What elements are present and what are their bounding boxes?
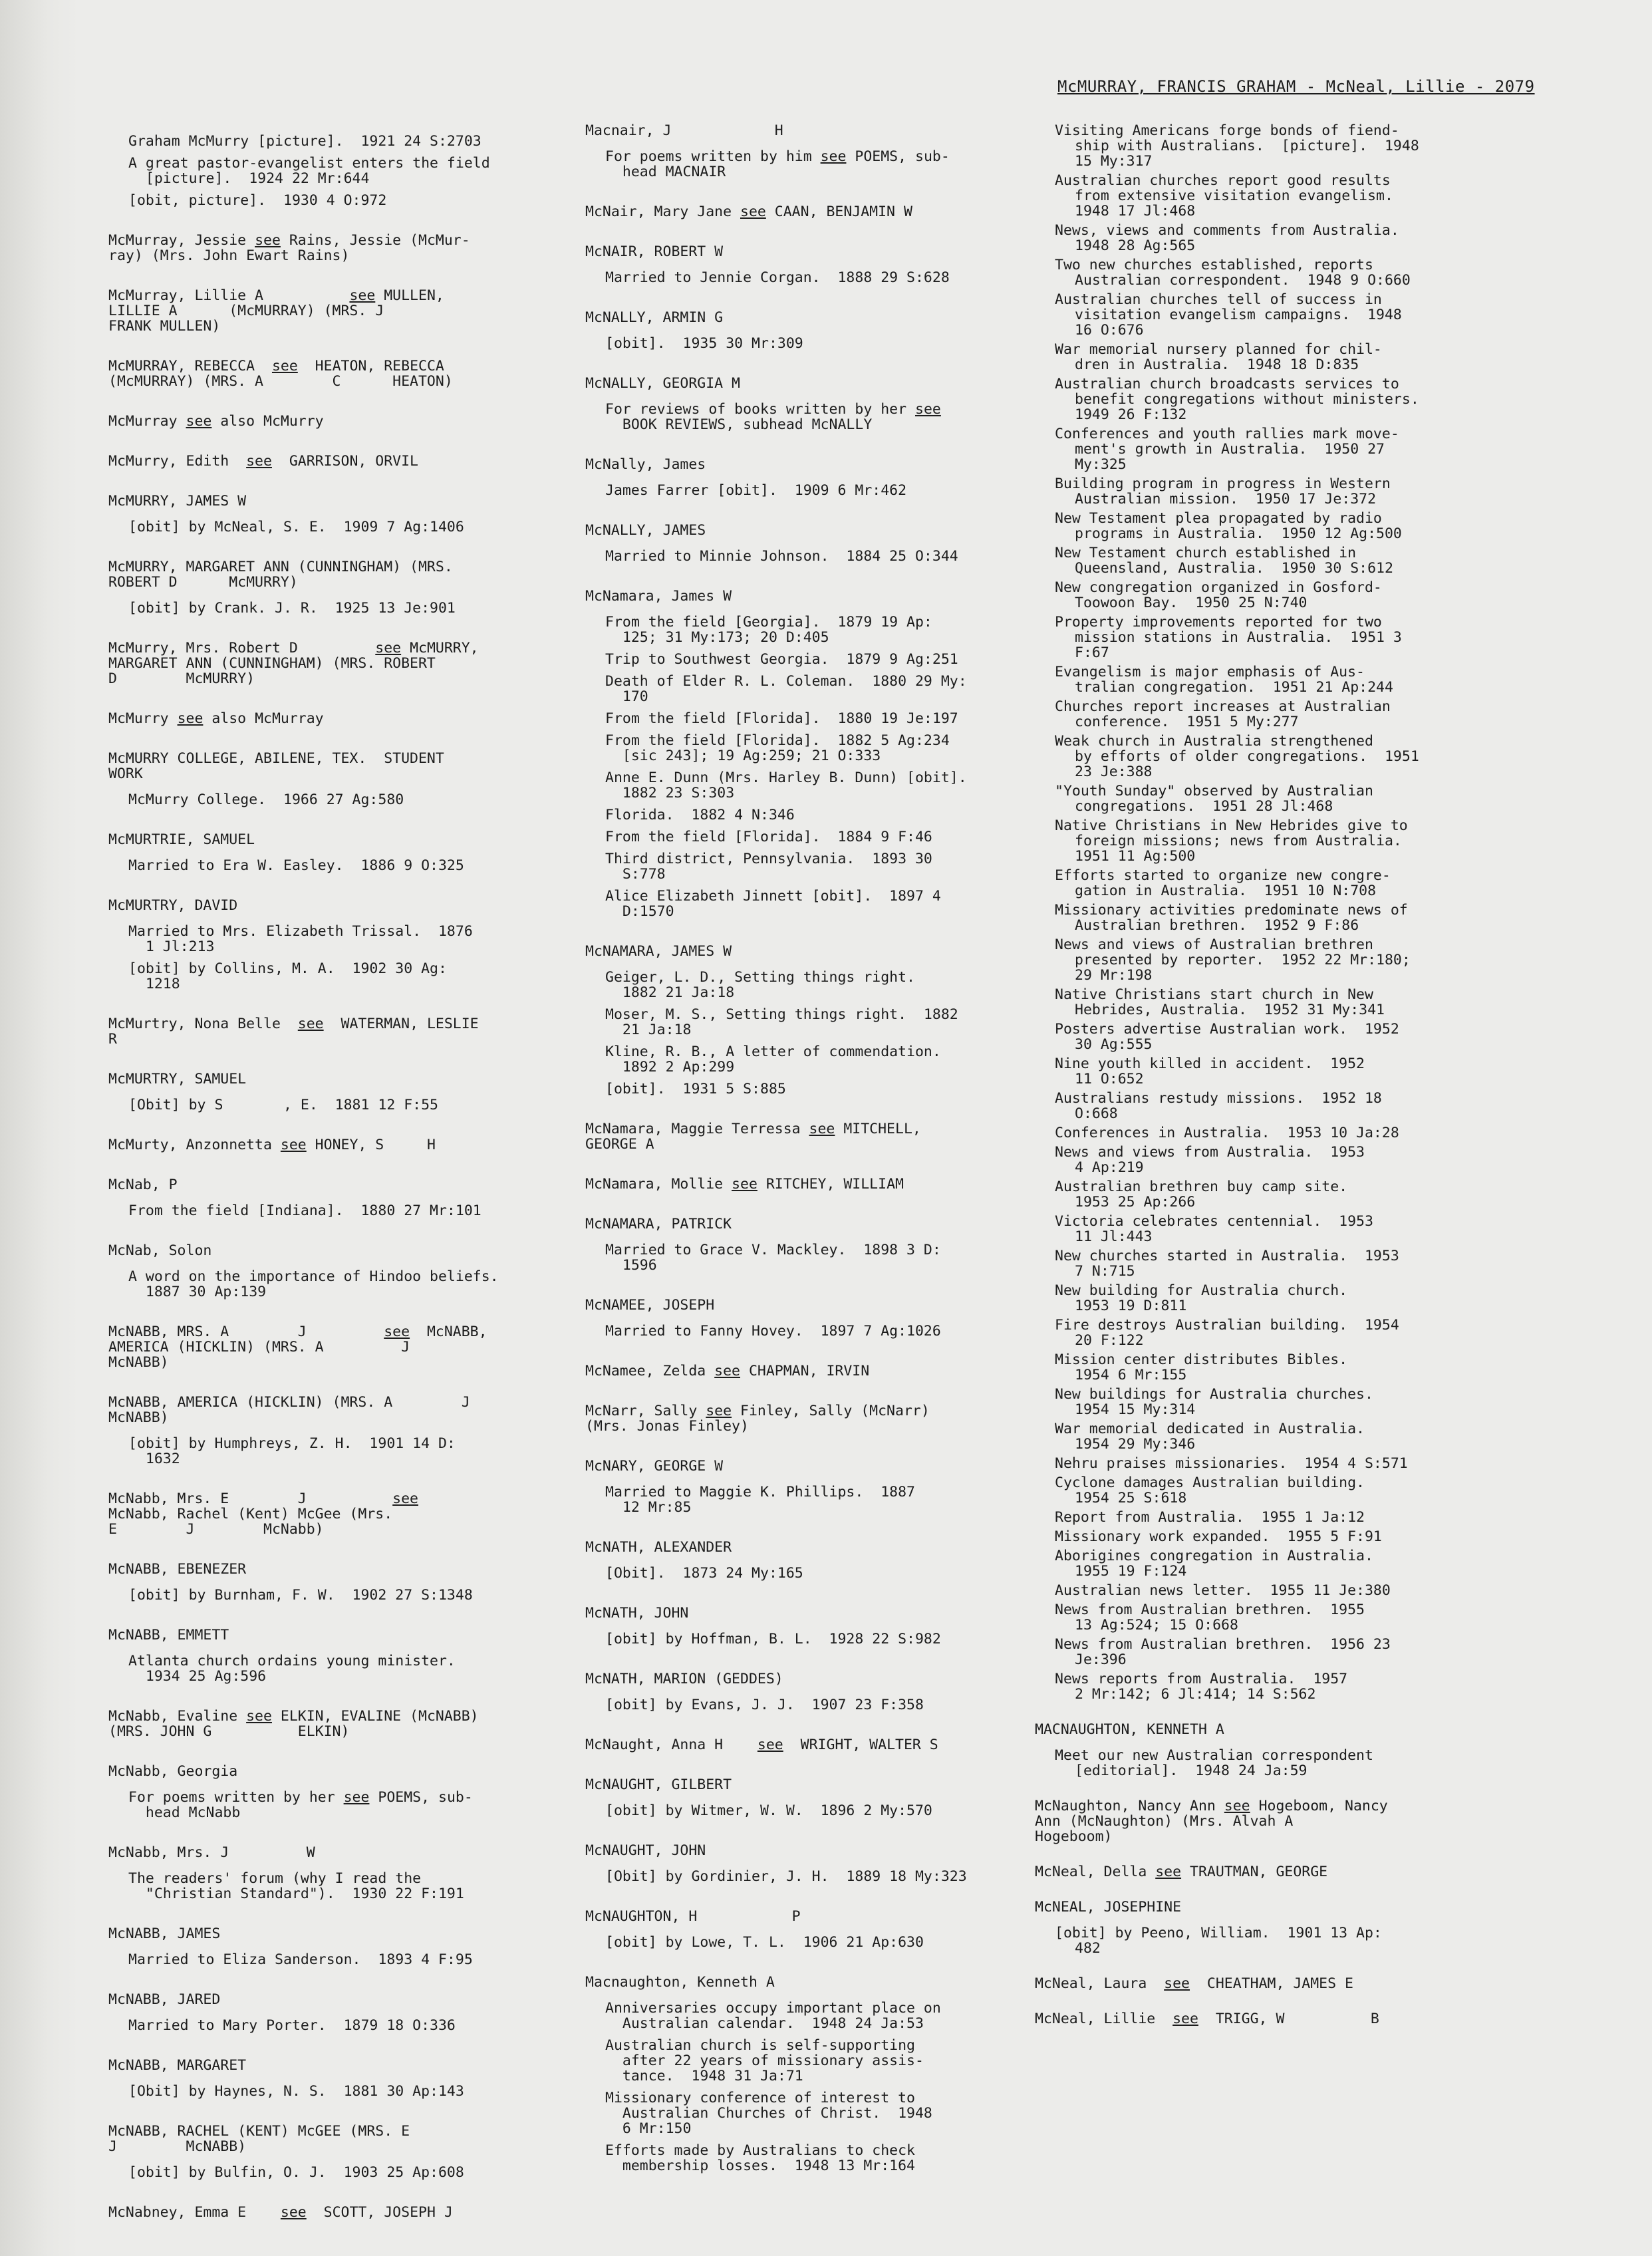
entry-heading: McNabb, Mrs. J W: [108, 1844, 315, 1861]
index-entry: [108, 134, 567, 208]
index-column-middle: [585, 123, 1011, 2198]
entry-citation: [obit] by Bulfin, O. J. 1903 25 Ap:608: [128, 2164, 464, 2181]
index-entry: [585, 1403, 1011, 1434]
entry-citation: News and views of Australian brethren presented by reporter. 1952 22 Mr:180; 29 Mr:198: [1055, 936, 1411, 984]
index-entry: [108, 751, 567, 807]
index-entry: [585, 376, 1011, 432]
entry-citation: War memorial nursery planned for chil- dren in Australia. 1948 18 D:835: [1055, 341, 1382, 373]
index-entry: [585, 1540, 1011, 1581]
entry-citation: [obit]. 1931 5 S:885: [605, 1081, 786, 1097]
entry-citation: News and views from Australia. 1953 4 Ap:219: [1055, 1144, 1365, 1176]
entry-heading: McNeal, Laura see CHEATHAM, JAMES E: [1035, 1975, 1353, 1992]
entry-citation: [obit] by Collins, M. A. 1902 30 Ag: 1218: [128, 960, 447, 992]
entry-heading: McMurry see also McMurray: [108, 710, 324, 727]
entry-citation: The readers' forum (why I read the "Christian Standard"). 1930 22 F:191: [128, 1870, 464, 1902]
index-entry: [585, 1843, 1011, 1884]
entry-citation: Efforts made by Australians to check membership losses. 1948 13 Mr:164: [605, 2142, 915, 2174]
entry-heading: McNab, P: [108, 1177, 178, 1193]
index-entry: [108, 1627, 567, 1684]
entry-heading: McNair, Mary Jane see CAAN, BENJAMIN W: [585, 204, 912, 220]
entry-heading: McNAIR, ROBERT W: [585, 243, 724, 260]
entry-heading: McNAUGHTON, H P: [585, 1908, 801, 1925]
entry-citation: New building for Australia church. 1953 19 D:811: [1055, 1282, 1348, 1314]
entry-heading: McNamara, Mollie see RITCHEY, WILLIAM: [585, 1176, 904, 1193]
entry-citation: [obit] by Hoffman, B. L. 1928 22 S:982: [605, 1631, 941, 1647]
index-entry: [585, 1459, 1011, 1515]
entry-citation: [Obit] by S , E. 1881 12 F:55: [128, 1097, 438, 1113]
entry-citation: [obit] by Humphreys, Z. H. 1901 14 D: 1632: [128, 1435, 456, 1467]
index-entry: [585, 1606, 1011, 1647]
entry-citation: From the field [Indiana]. 1880 27 Mr:101: [128, 1202, 482, 1219]
entry-citation: [obit] by Crank. J. R. 1925 13 Je:901: [128, 600, 456, 617]
entry-citation: Australians restudy missions. 1952 18 O:668: [1055, 1090, 1382, 1122]
entry-heading: McNAMARA, PATRICK: [585, 1216, 732, 1232]
index-column-left: [108, 123, 567, 2245]
index-entry: [585, 1298, 1011, 1339]
entry-citation: Alice Elizabeth Jinnett [obit]. 1897 4 D:1570: [605, 888, 941, 920]
entry-citation: Trip to Southwest Georgia. 1879 9 Ag:251: [605, 651, 958, 668]
entry-citation: Victoria celebrates centennial. 1953 11 Jl:443: [1055, 1213, 1373, 1245]
entry-heading: McNABB, MARGARET: [108, 2057, 247, 2074]
entry-citation: News, views and comments from Australia. 1948 28 Ag:565: [1055, 222, 1399, 254]
entry-heading: McMurray, Jessie see Rains, Jessie (McMur- ray) (Mrs. John Ewart Rains): [108, 232, 470, 264]
entry-heading: McNABB, EMMETT: [108, 1627, 229, 1643]
index-entry: [108, 358, 567, 389]
entry-citation: Report from Australia. 1955 1 Ja:12: [1055, 1509, 1365, 1526]
index-entry: [1035, 1864, 1494, 1880]
entry-citation: Nine youth killed in accident. 1952 11 O:652: [1055, 1056, 1365, 1087]
entry-citation: Anne E. Dunn (Mrs. Harley B. Dunn) [obit]. 1882 23 S:303: [605, 770, 967, 801]
entry-citation: New buildings for Australia churches. 1954 15 My:314: [1055, 1386, 1373, 1418]
index-entry: [585, 457, 1011, 498]
index-entry: [1035, 1798, 1494, 1844]
entry-citation: Mission center distributes Bibles. 1954 6 Mr:155: [1055, 1351, 1348, 1383]
entry-citation: Australian church broadcasts services to benefit congregations without ministers. 1949 26 F:132: [1055, 376, 1419, 423]
entry-heading: McMurray see also McMurry: [108, 413, 324, 430]
index-entry: [108, 1845, 567, 1902]
index-entry: [585, 1121, 1011, 1152]
entry-citation: Native Christians in New Hebrides give to foreign missions; news from Australia. 1951 11 Ag:500: [1055, 817, 1408, 865]
entry-citation: Visiting Americans forge bonds of fiend- ship with Australians. [picture]. 1948 15 My:317: [1055, 122, 1419, 170]
entry-citation: Building program in progress in Western Australian mission. 1950 17 Je:372: [1055, 476, 1391, 507]
entry-heading: McNabb, Georgia: [108, 1763, 238, 1780]
index-entry: [108, 1177, 567, 1218]
entry-citation: [Obit] by Haynes, N. S. 1881 30 Ap:143: [128, 2083, 464, 2100]
index-entry: [585, 1177, 1011, 1192]
entry-citation: News from Australian brethren. 1955 13 Ag:524; 15 O:668: [1055, 1602, 1365, 1633]
entry-citation: Anniversaries occupy important place on Australian calendar. 1948 24 Ja:53: [605, 2000, 941, 2032]
entry-heading: McNARY, GEORGE W: [585, 1458, 724, 1475]
entry-citation: For poems written by him see POEMS, sub- head MACNAIR: [605, 148, 950, 180]
index-entry: [585, 523, 1011, 564]
index-entry: [108, 1709, 567, 1739]
entry-citation: Posters advertise Australian work. 1952 30 Ag:555: [1055, 1021, 1399, 1053]
entry-heading: McMURTRY, SAMUEL: [108, 1071, 247, 1087]
index-entry: [108, 1992, 567, 2033]
entry-heading: McNATH, JOHN: [585, 1605, 689, 1622]
entry-heading: McNAMARA, JAMES W: [585, 943, 732, 960]
entry-citation: News reports from Australia. 1957 2 Mr:142; 6 Jl:414; 14 S:562: [1055, 1671, 1348, 1703]
entry-citation: "Youth Sunday" observed by Australian congregations. 1951 28 Jl:468: [1055, 783, 1373, 815]
index-entry: [108, 1071, 567, 1113]
entry-citation: Married to Grace V. Mackley. 1898 3 D: 1596: [605, 1242, 941, 1274]
entry-citation: From the field [Florida]. 1882 5 Ag:234 [sic 243]; 19 Ag:259; 21 O:333: [605, 732, 950, 764]
entry-heading: McNAUGHT, GILBERT: [585, 1776, 732, 1793]
entry-citation: Weak church in Australia strengthened by efforts of older congregations. 1951 23 Je:388: [1055, 733, 1419, 780]
entry-citation: Two new churches established, reports Australian correspondent. 1948 9 O:660: [1055, 257, 1411, 289]
entry-citation: New Testament plea propagated by radio programs in Australia. 1950 12 Ag:500: [1055, 510, 1402, 542]
entry-heading: McNALLY, GEORGIA M: [585, 375, 740, 392]
index-entry: [108, 1764, 567, 1820]
entry-heading: McNab, Solon: [108, 1242, 212, 1259]
index-entry: [585, 1777, 1011, 1818]
index-entry: [108, 1016, 567, 1047]
index-entry: [108, 559, 567, 616]
entry-citation: Kline, R. B., A letter of commendation. 1892 2 Ap:299: [605, 1044, 941, 1075]
entry-citation: Married to Minnie Johnson. 1884 25 O:344: [605, 548, 958, 565]
index-entry: [585, 1216, 1011, 1273]
index-entry: [108, 1243, 567, 1300]
entry-citation: Efforts started to organize new congre- gation in Australia. 1951 10 N:708: [1055, 867, 1391, 899]
index-entry: [1035, 1722, 1494, 1778]
entry-heading: McMurty, Anzonnetta see HONEY, S H: [108, 1137, 436, 1153]
entry-citation: Australian churches tell of success in visitation evangelism campaigns. 1948 16 O:676: [1055, 291, 1402, 339]
entry-citation: Cyclone damages Australian building. 1954 25 S:618: [1055, 1475, 1365, 1506]
index-entry: [108, 1324, 567, 1370]
entry-heading: McNAUGHT, JOHN: [585, 1842, 706, 1859]
entry-heading: McNarr, Sally see Finley, Sally (McNarr) (Mrs. Jonas Finley): [585, 1403, 930, 1435]
entry-heading: MACNAUGHTON, KENNETH A: [1035, 1721, 1224, 1738]
entry-heading: McNamara, James W: [585, 588, 732, 605]
index-entry: [108, 711, 567, 726]
entry-citation: Third district, Pennsylvania. 1893 30 S:778: [605, 851, 932, 883]
entry-citation: For poems written by her see POEMS, sub- head McNabb: [128, 1789, 473, 1821]
entry-citation: Nehru praises missionaries. 1954 4 S:571: [1055, 1455, 1408, 1472]
index-entry: [585, 123, 1011, 180]
entry-heading: McNAMEE, JOSEPH: [585, 1297, 715, 1314]
index-entry: [585, 589, 1011, 919]
entry-heading: McNABB, JARED: [108, 1991, 221, 2008]
entry-citation: [obit] by Witmer, W. W. 1896 2 My:570: [605, 1802, 932, 1819]
page-binding-shadow: [0, 0, 80, 2256]
entry-citation: Florida. 1882 4 N:346: [605, 807, 795, 823]
entry-heading: McNATH, ALEXANDER: [585, 1539, 732, 1556]
entry-heading: McNALLY, ARMIN G: [585, 309, 724, 326]
entry-citation: From the field [Florida]. 1880 19 Je:197: [605, 710, 958, 727]
entry-citation: Fire destroys Australian building. 1954 20 F:122: [1055, 1317, 1399, 1349]
entry-citation: New Testament church established in Queensland, Australia. 1950 30 S:612: [1055, 545, 1393, 577]
entry-heading: McNaught, Anna H see WRIGHT, WALTER S: [585, 1737, 938, 1753]
index-entry: [108, 414, 567, 429]
index-entry: [108, 898, 567, 992]
index-entry: [108, 1926, 567, 1967]
entry-heading: Macnaughton, Kenneth A: [585, 1974, 775, 1991]
entry-citation: [obit, picture]. 1930 4 O:972: [128, 192, 387, 209]
entry-citation: Conferences and youth rallies mark move- ment's growth in Australia. 1950 27 My:325: [1055, 426, 1399, 473]
index-entry: [1035, 2011, 1494, 2027]
entry-heading: McMURRY, MARGARET ANN (CUNNINGHAM) (MRS. ROBERT D McMURRY): [108, 559, 453, 591]
entry-citation: Churches report increases at Australian conference. 1951 5 My:277: [1055, 698, 1391, 730]
entry-heading: McMURTRIE, SAMUEL: [108, 831, 255, 848]
entry-citation: War memorial dedicated in Australia. 1954 29 My:346: [1055, 1421, 1365, 1453]
entry-heading: McMURRAY, REBECCA see HEATON, REBECCA (McMURRAY) (MRS. A C HEATON): [108, 358, 453, 390]
entry-citation: Married to Mrs. Elizabeth Trissal. 1876 1 Jl:213: [128, 923, 473, 955]
entry-heading: McMurry, Mrs. Robert D see McMURRY, MARGARET ANN (CUNNINGHAM) (MRS. ROBERT D McMURRY): [108, 640, 479, 687]
entry-citation: Native Christians start church in New Hebrides, Australia. 1952 31 My:341: [1055, 986, 1385, 1018]
entry-citation: Missionary conference of interest to Australian Churches of Christ. 1948 6 Mr:150: [605, 2090, 932, 2137]
entry-citation: [obit] by Lowe, T. L. 1906 21 Ap:630: [605, 1934, 924, 1951]
entry-citation: Missionary activities predominate news of Australian brethren. 1952 9 F:86: [1055, 902, 1408, 934]
entry-citation: Australian brethren buy camp site. 1953 25 Ap:266: [1055, 1179, 1348, 1210]
entry-citation: A great pastor-evangelist enters the field [picture]. 1924 22 Mr:644: [128, 155, 490, 187]
entry-citation: From the field [Georgia]. 1879 19 Ap: 125; 31 My:173; 20 D:405: [605, 614, 932, 646]
entry-citation: Australian church is self-supporting after 22 years of missionary assis- tance. 1948 31 Ja:71: [605, 2037, 924, 2084]
entry-citation: Married to Era W. Easley. 1886 9 O:325: [128, 857, 464, 874]
entry-citation: Married to Maggie K. Phillips. 1887 12 Mr:85: [605, 1484, 915, 1516]
entry-citation: Death of Elder R. L. Coleman. 1880 29 My: 170: [605, 673, 967, 705]
index-entry: [108, 1562, 567, 1603]
entry-citation: For reviews of books written by her see BOOK REVIEWS, subhead McNALLY: [605, 401, 941, 433]
index-entry: [108, 2205, 567, 2220]
index-entry: [585, 1909, 1011, 1950]
entry-citation: [obit] by Evans, J. J. 1907 23 F:358: [605, 1697, 924, 1713]
index-entry: [1035, 123, 1494, 1702]
index-entry: [585, 1363, 1011, 1379]
index-entry: [108, 454, 567, 469]
entry-heading: McNamee, Zelda see CHAPMAN, IRVIN: [585, 1363, 870, 1379]
entry-heading: McNally, James: [585, 456, 706, 473]
entry-heading: Macnair, J H: [585, 122, 783, 139]
entry-citation: Meet our new Australian correspondent [editorial]. 1948 24 Ja:59: [1055, 1747, 1373, 1779]
entry-citation: [obit]. 1935 30 Mr:309: [605, 335, 803, 352]
entry-heading: McMURTRY, DAVID: [108, 897, 238, 914]
entry-citation: From the field [Florida]. 1884 9 F:46: [605, 829, 932, 845]
entry-citation: [obit] by McNeal, S. E. 1909 7 Ag:1406: [128, 519, 464, 535]
index-entry: [108, 233, 567, 263]
entry-heading: McNALLY, JAMES: [585, 522, 706, 539]
entry-heading: McMurry, Edith see GARRISON, ORVIL: [108, 453, 419, 470]
index-entry: [108, 288, 567, 334]
entry-heading: McNeal, Della see TRAUTMAN, GEORGE: [1035, 1864, 1328, 1880]
entry-citation: Moser, M. S., Setting things right. 1882 21 Ja:18: [605, 1006, 958, 1038]
entry-heading: McNabney, Emma E see SCOTT, JOSEPH J: [108, 2204, 453, 2221]
entry-heading: McNABB, JAMES: [108, 1925, 221, 1942]
entry-citation: James Farrer [obit]. 1909 6 Mr:462: [605, 482, 907, 499]
entry-citation: New congregation organized in Gosford- Toowoon Bay. 1950 25 N:740: [1055, 579, 1382, 611]
index-entry: [585, 1671, 1011, 1713]
entry-citation: [obit] by Peeno, William. 1901 13 Ap: 482: [1055, 1925, 1382, 1957]
entry-citation: [Obit]. 1873 24 My:165: [605, 1565, 803, 1582]
index-column-right: [1035, 123, 1494, 2046]
entry-heading: McMURRY COLLEGE, ABILENE, TEX. STUDENT WORK: [108, 750, 444, 782]
entry-citation: Married to Mary Porter. 1879 18 O:336: [128, 2017, 456, 2034]
entry-citation: Married to Fanny Hovey. 1897 7 Ag:1026: [605, 1323, 941, 1340]
entry-heading: McNabb, Mrs. E J see McNabb, Rachel (Kent) McGee (Mrs. E J McNabb): [108, 1490, 418, 1538]
index-entry: [108, 2058, 567, 2099]
index-entry: [108, 832, 567, 873]
index-entry: [585, 204, 1011, 219]
entry-heading: McNabb, Evaline see ELKIN, EVALINE (McNABB) (MRS. JOHN G ELKIN): [108, 1708, 479, 1740]
index-entry: [1035, 1976, 1494, 1991]
entry-citation: News from Australian brethren. 1956 23 Je:396: [1055, 1636, 1391, 1668]
entry-heading: McNABB, EBENEZER: [108, 1561, 247, 1578]
index-entry: [585, 244, 1011, 285]
index-entry: [585, 944, 1011, 1097]
entry-heading: McMurray, Lillie A see MULLEN, LILLIE A (McMURRAY) (MRS. J FRANK MULLEN): [108, 287, 444, 335]
entry-citation: McMurry College. 1966 27 Ag:580: [128, 791, 404, 808]
entry-citation: Australian news letter. 1955 11 Je:380: [1055, 1582, 1391, 1599]
entry-citation: Australian churches report good results from extensive visitation evangelism. 1948 17 Jl:468: [1055, 172, 1393, 219]
entry-citation: Geiger, L. D., Setting things right. 1882 21 Ja:18: [605, 969, 915, 1001]
index-entry: [108, 1137, 567, 1153]
entry-citation: Missionary work expanded. 1955 5 F:91: [1055, 1528, 1382, 1545]
index-entry: [585, 1975, 1011, 2174]
entry-citation: A word on the importance of Hindoo beliefs. 1887 30 Ap:139: [128, 1268, 499, 1300]
entry-citation: Aborigines congregation in Australia. 1955 19 F:124: [1055, 1548, 1373, 1580]
entry-heading: McNeal, Lillie see TRIGG, W B: [1035, 2011, 1379, 2027]
entry-citation: New churches started in Australia. 1953 7 N:715: [1055, 1248, 1399, 1280]
index-entry: [108, 2124, 567, 2180]
entry-citation: Atlanta church ordains young minister. 1934 25 Ag:596: [128, 1653, 456, 1685]
entry-citation: Married to Jennie Corgan. 1888 29 S:628: [605, 269, 950, 286]
entry-heading: McNABB, RACHEL (KENT) McGEE (MRS. E J McNABB): [108, 2123, 410, 2155]
index-entry: [585, 310, 1011, 351]
index-entry: [108, 1395, 567, 1467]
index-entry: [585, 1737, 1011, 1753]
entry-heading: McMurtry, Nona Belle see WATERMAN, LESLIE R: [108, 1016, 479, 1048]
entry-citation: Graham McMurry [picture]. 1921 24 S:2703: [128, 133, 482, 150]
entry-heading: McNEAL, JOSEPHINE: [1035, 1899, 1182, 1915]
entry-citation: Property improvements reported for two mission stations in Australia. 1951 3 F:67: [1055, 614, 1402, 661]
entry-citation: Married to Eliza Sanderson. 1893 4 F:95: [128, 1951, 473, 1968]
entry-heading: McNABB, MRS. A J see McNABB, AMERICA (HICKLIN) (MRS. A J McNABB): [108, 1324, 487, 1371]
entry-heading: McNaughton, Nancy Ann see Hogeboom, Nancy Ann (McNaughton) (Mrs. Alvah A Hogeboom): [1035, 1798, 1388, 1845]
index-entry: [108, 640, 567, 686]
entry-citation: [obit] by Burnham, F. W. 1902 27 S:1348: [128, 1587, 473, 1604]
running-header: McMURRAY, FRANCIS GRAHAM - McNeal, Lillie - 2079: [1057, 77, 1535, 96]
index-entry: [108, 1491, 567, 1537]
entry-citation: [Obit] by Gordinier, J. H. 1889 18 My:323: [605, 1868, 967, 1885]
entry-heading: McNamara, Maggie Terressa see MITCHELL, GEORGE A: [585, 1121, 921, 1153]
entry-heading: McNATH, MARION (GEDDES): [585, 1671, 783, 1687]
index-entry: [108, 494, 567, 535]
entry-heading: McMURRY, JAMES W: [108, 493, 247, 509]
entry-citation: Evangelism is major emphasis of Aus- tralian congregation. 1951 21 Ap:244: [1055, 664, 1393, 696]
index-entry: [1035, 1900, 1494, 1956]
entry-heading: McNABB, AMERICA (HICKLIN) (MRS. A J McNABB): [108, 1394, 470, 1426]
entry-citation: Conferences in Australia. 1953 10 Ja:28: [1055, 1125, 1399, 1141]
